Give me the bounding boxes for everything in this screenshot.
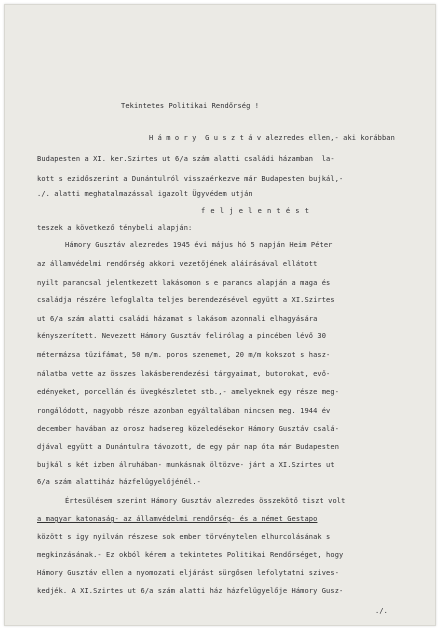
body-line: Értesülésem szerint Hámory Gusztáv alezredes összekötő tiszt volt: [65, 497, 346, 505]
body-line: edényeket, porcellán és üvegkészletet stb.,- amelyeknek egy része meg-: [37, 388, 340, 396]
body-line: Hámory Gusztáv ellen a nyomozati eljárást sürgősen lefolytatni szives-: [37, 569, 340, 577]
body-line: családja részére lefoglalta teljes berendezésével együtt a XI.Szirtes: [37, 296, 335, 304]
body-line: H á m o r y G u s z t á v alezredes ellen,- aki korábban: [149, 134, 395, 142]
body-line: az államvédelmi rendőrség akkori vezetőjének aláírásával ellátott: [37, 260, 318, 268]
body-line: ut 6/a szám alatti családi házamat s lakásom azonnali elhagyására: [37, 315, 318, 323]
body-line: bujkál s két izben álruhában- munkásnak öltözve- járt a XI.Szirtes ut: [37, 461, 335, 469]
intro-line: teszek a következő ténybeli alapján:: [37, 224, 193, 232]
body-line: 6/a szám alattiház házfelügyelőjénél.-: [37, 478, 201, 486]
document-page: [4, 4, 436, 626]
salutation: Tekintetes Politikai Rendőrség !: [121, 102, 260, 110]
section-heading: f e l j e l e n t é s t: [201, 207, 310, 215]
body-line: Hámory Gusztáv alezredes 1945 évi május hó 5 napján Heim Péter: [65, 241, 333, 249]
body-line: nálatba vette az összes lakásberendezési tárgyaimat, butorokat, evő-: [37, 370, 331, 378]
body-line: nyilt parancsal jelentkezett lakásomon s e parancs alapján a maga és: [37, 279, 331, 287]
body-line: megkinzásának.- Ez okból kérem a tekintetes Politikai Rendőrséget, hogy: [37, 551, 344, 559]
body-line: kedjék. A XI.Szirtes ut 6/a szám alatti ház házfelügyelője Hámory Gusz-: [37, 587, 344, 595]
body-line: ./. alatti meghatalmazással igazolt Ügyvédem utján: [37, 190, 253, 198]
continuation-mark: ./.: [375, 607, 388, 615]
body-line: a magyar katonaság- az államvédelmi rendőrség- és a német Gestapo: [37, 515, 318, 523]
document-text: [5, 5, 435, 625]
body-line: métermázsa tüzifámat, 50 m/m. poros szenemet, 20 m/m kokszot s hasz-: [37, 351, 331, 359]
body-line: december havában az orosz hadsereg közeledésekor Hámory Gusztáv csalá-: [37, 425, 340, 433]
body-line: Budapesten a XI. ker.Szirtes ut 6/a szám alatti családi házamban la-: [37, 155, 335, 163]
body-line: kényszerített. Nevezett Hámory Gusztáv felirólag a pincében lévő 30: [37, 332, 327, 340]
body-line: djával együtt a Dunántulra távozott, de egy pár nap óta már Budapesten: [37, 443, 340, 451]
body-line: között s igy nyilván részese sok ember törvénytelen elhurcolásának s: [37, 533, 331, 541]
body-line: kott s ezidőszerint a Dunántulról visszaérkezve már Budapesten bujkál,-: [37, 175, 344, 183]
body-line: rongálódott, nagyobb része azonban egyáltalában nincsen meg. 1944 év: [37, 407, 331, 415]
